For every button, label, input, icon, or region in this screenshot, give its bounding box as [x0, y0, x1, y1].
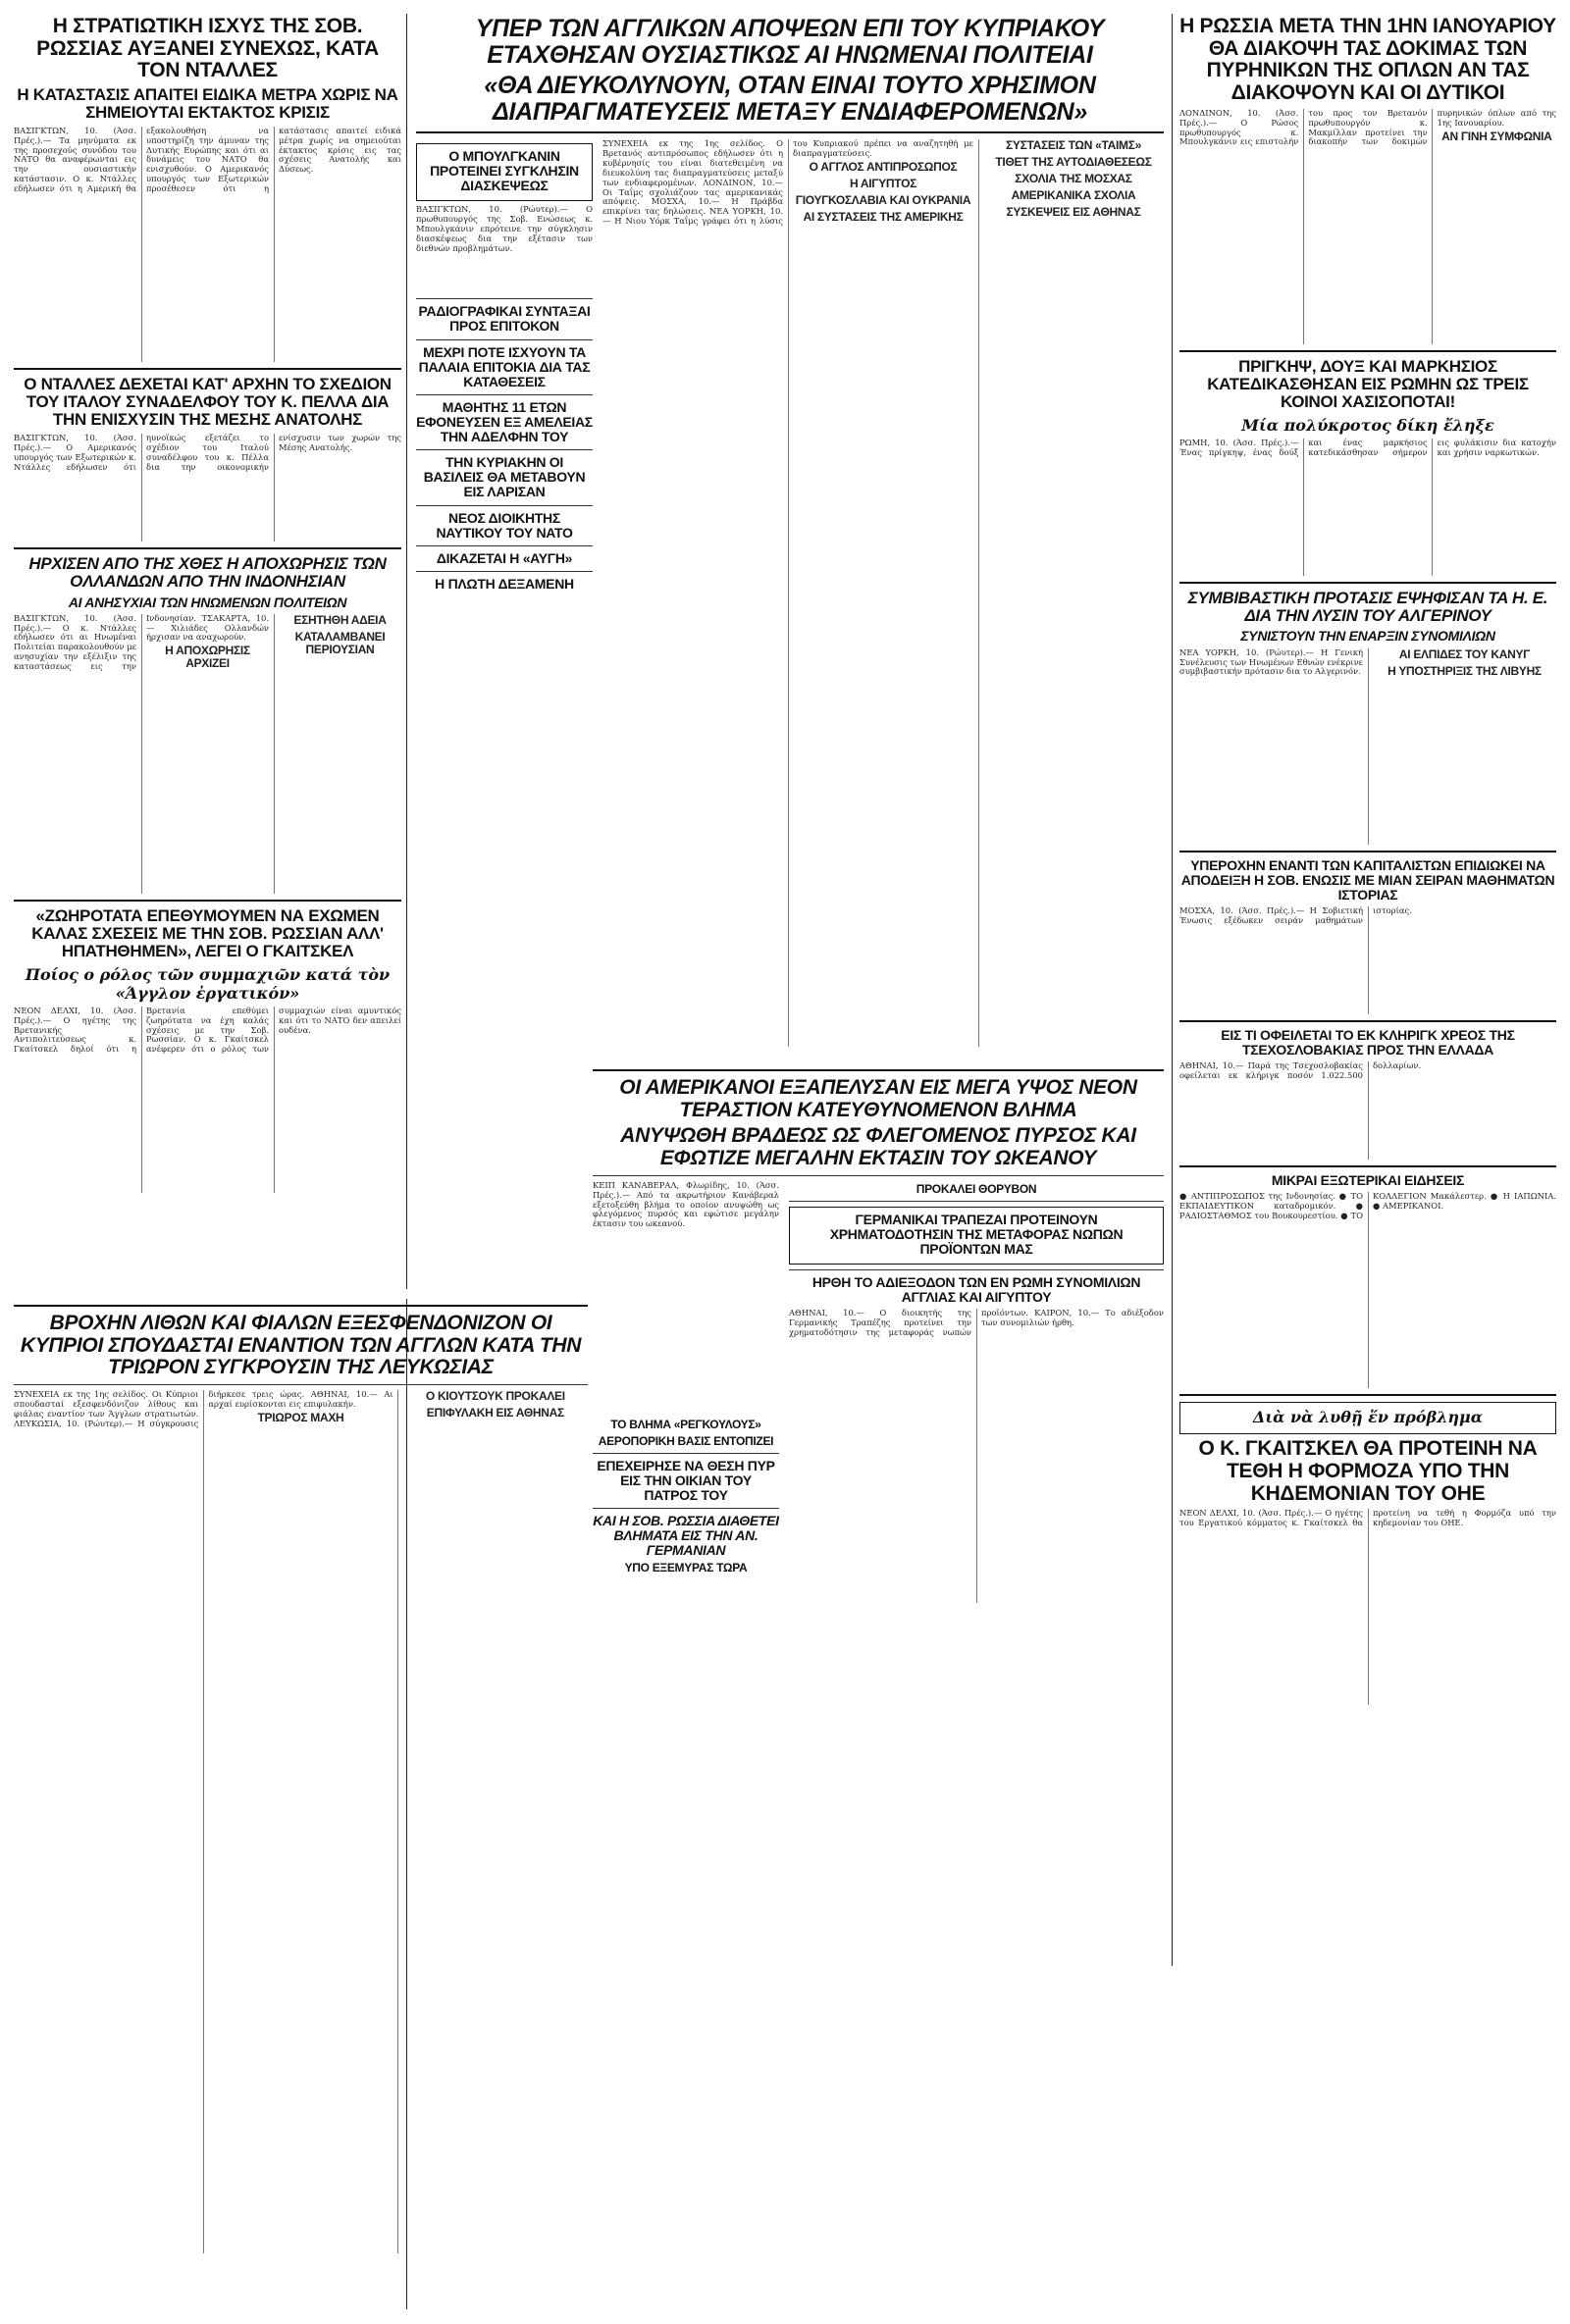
headline-interest-rates: ΜΕΧΡΙ ΠΟΤΕ ΙΣΧΥΟΥΝ ΤΑ ΠΑΛΑΙΑ ΕΠΙΤΟΚΙΑ ΔΙΑ ΤΑΣ ΚΑΤΑΘΕΣΕΙΣ [418, 343, 591, 389]
article-nuclear-tests [1179, 109, 1556, 344]
article-text: ΒΑΣΙΓΚΤΩΝ, 10. (Άσσ. Πρές.).— Ο Αμερικανός υπουργός των Εξωτερικών κ. Ντάλλες εδήλωσεν ότι ηυνοϊκώς εξετάζει το σχέδιον του Ιταλού συναδέλφου του κ. Πέλλα δια την οικονομικήν ενίσχυσιν των χωρών της Μέσης Ανατολής. [14, 433, 401, 472]
article-text: ΝΕΟΝ ΔΕΛΧΙ, 10. (Άσσ. Πρές.).— Ο ηγέτης της Βρετανικής Αντιπολιτεύσεως κ. Γκαίτσκελ δηλοί ότι η Βρετανία επεθύμει ζωηρότατα να έχη καλάς σχέσεις με την Σοβ. Ρωσσίαν. Ο κ. Γκαίτσκελ ανέφερεν ότι ο ρόλος των συμμαχιών είναι αμυντικός και ότι το ΝΑΤΟ δεν απειλεί ουδένα. [14, 1006, 401, 1055]
divider [416, 505, 593, 506]
kicker: ΓΙΟΥΓΚΟΣΛΑΒΙΑ ΚΑΙ ΟΥΚΡΑΝΙΑ [795, 192, 971, 207]
headline-radiology: ΡΑΔΙΟΓΡΑΦΙΚΑΙ ΣΥΝΤΑΞΑΙ ΠΡΟΣ ΕΠΙΤΟΚΟΝ [418, 303, 591, 335]
headline-german-banks: ΓΕΡΜΑΝΙΚΑΙ ΤΡΑΠΕΖΑΙ ΠΡΟΤΕΙΝΟΥΝ ΧΡΗΜΑΤΟΔΟΤΗΣΙΝ ΤΗΣ ΜΕΤΑΦΟΡΑΣ ΝΩΠΩΝ ΠΡΟΪΟΝΤΩΝ ΜΑΣ [829, 1211, 1124, 1257]
divider [1179, 350, 1556, 352]
divider [416, 339, 593, 340]
article-german-banks [789, 1309, 1164, 1603]
article-text: ΑΘΗΝΑΙ, 10.— Ο διοικητής της Γερμανικής Τραπέζης προτείνει την χρηματοδότησιν της μεταφοράς νωπών προϊόντων. ΚΑΪΡΟΝ, 10.— Το αδιέξοδον των συνομιλιών ήρθη. [789, 1309, 1164, 1337]
headline-gaitskell-relations: «ΖΩΗΡΟΤΑΤΑ ΕΠΕΘΥΜΟΥΜΕΝ ΝΑ ΕΧΩΜΕΝ ΚΑΛΑΣ ΣΧΕΣΕΙΣ ΜΕ ΤΗΝ ΣΟΒ. ΡΩΣΣΙΑΝ ΑΛΛ' ΗΠΑΤΗΘΗΜΕΝ», ΛΕΓΕΙ Ο ΓΚΑΙΤΣΚΕΛ [31, 905, 384, 961]
divider [416, 131, 1164, 133]
kicker: Η ΑΠΟΧΩΡΗΣΙΣ ΑΡΧΙΖΕΙ [165, 644, 250, 671]
headline-dutch-indonesia: ΗΡΧΙΣΕΝ ΑΠΟ ΤΗΣ ΧΘΕΣ Η ΑΠΟΧΩΡΗΣΙΣ ΤΩΝ ΟΛΛΑΝΔΩΝ ΑΠΟ ΤΗΝ ΙΝΔΟΝΗΣΙΑΝ [28, 553, 387, 592]
article-algeria [1179, 648, 1556, 845]
headline-floating-dock: Η ΠΛΩΤΗ ΔΕΞΑΜΕΝΗ [435, 575, 574, 592]
headline-nato-navy: ΝΕΟΣ ΔΙΟΙΚΗΤΗΣ ΝΑΥΤΙΚΟΥ ΤΟΥ ΝΑΤΟ [436, 509, 573, 541]
headline-kings-larisa: ΤΗΝ ΚΥΡΙΑΚΗΝ ΟΙ ΒΑΣΙΛΕΙΣ ΘΑ ΜΕΤΑΒΟΥΝ ΕΙΣ ΛΑΡΙΣΑΝ [423, 454, 586, 500]
subheadline-missile-torch: ΑΝΥΨΩΘΗ ΒΡΑΔΕΩΣ ΩΣ ΦΛΕΓΟΜΕΝΟΣ ΠΥΡΣΟΣ ΚΑΙ ΕΦΩΤΙΖΕ ΜΕΓΑΛΗΝ ΕΚΤΑΣΙΝ ΤΟΥ ΩΚΕΑΝΟΥ [620, 1124, 1136, 1170]
kicker: ΤΡΙΩΡΟΣ ΜΑΧΗ [257, 1410, 344, 1424]
divider [1179, 1394, 1556, 1396]
article-text: ● ΑΝΤΙΠΡΟΣΩΠΟΣ της Ινδονησίας. ● ΤΟ ΕΚΠΑΙΔΕΥΤΙΚΟΝ καταδρομικόν. ● ΡΑΔΙΟΣΤΑΘΜΟΣ του Βουκουρεστίου. ● ΤΟ ΚΟΛΛΕΓΙΟΝ Μακάλεστερ. ● Η ΙΑΠΩΝΙΑ. ● ΑΜΕΡΙΚΑΝΟΙ. [1179, 1192, 1556, 1221]
kicker: Ο ΚΙΟΥΤΣΟΥΚ ΠΡΟΚΑΛΕΙ [425, 1390, 565, 1404]
headline-foreign-briefs: ΜΙΚΡΑΙ ΕΞΩΤΕΡΙΚΑΙ ΕΙΔΗΣΕΙΣ [1271, 1172, 1465, 1189]
missile-section [593, 1063, 1164, 2309]
headline-czech-debt: ΕΙΣ ΤΙ ΟΦΕΙΛΕΤΑΙ ΤΟ ΕΚ ΚΛΗΡΙΓΚ ΧΡΕΟΣ ΤΗΣ ΤΣΕΧΟΣΛΟΒΑΚΙΑΣ ΠΡΟΣ ΤΗΝ ΕΛΛΑΔΑ [1221, 1026, 1515, 1059]
headline-soviet-history: ΥΠΕΡΟΧΗΝ ΕΝΑΝΤΙ ΤΩΝ ΚΑΠΙΤΑΛΙΣΤΩΝ ΕΠΙΔΙΩΚΕΙ ΝΑ ΑΠΟΔΕΙΞΗ Η ΣΟΒ. ΕΝΩΣΙΣ ΜΕ ΜΙΑΝ ΣΕΙΡΑΝ ΜΑΘΗΜΑΤΩΝ ΙΣΤΟΡΙΑΣ [1180, 856, 1555, 903]
kicker: ΤΙΘΕΤ ΤΗΣ ΑΥΤΟΔΙΑΘΕΣΕΩΣ [995, 154, 1152, 169]
divider [593, 1069, 1164, 1071]
divider [789, 1269, 1164, 1270]
missile-body [593, 1181, 1164, 1604]
divider [416, 571, 593, 572]
subheadline-formosa: Διὰ νὰ λυθῇ ἕν πρόβλημα [1252, 1408, 1484, 1427]
subheadline-soviet-military: Η ΚΑΤΑΣΤΑΣΙΣ ΑΠΑΙΤΕΙ ΕΙΔΙΚΑ ΜΕΤΡΑ ΧΩΡΙΣ ΝΑ ΣΗΜΕΙΟΥΤΑΙ ΕΚΤΑΚΤΟΣ ΚΡΙΣΙΣ [17, 85, 398, 123]
missile-left [593, 1181, 779, 1604]
subheadline-us-concern: ΑΙ ΑΝΗΣΥΧΙΑΙ ΤΩΝ ΗΝΩΜΕΝΩΝ ΠΟΛΙΤΕΙΩΝ [68, 594, 347, 610]
kicker: ΣΧΟΛΙΑ ΤΗΣ ΜΟΣΧΑΣ [1015, 171, 1132, 185]
article-text: ΡΩΜΗ, 10. (Άσσ. Πρές.).— Ένας πρίγκηψ, ένας δούξ και ένας μαρκήσιος κατεδικάσθησαν σήμερον εις φυλάκισιν δια κατοχήν και χρήσιν ναρκωτικών. [1179, 438, 1556, 457]
divider [14, 368, 401, 370]
divider [1179, 1165, 1556, 1167]
kicker: ΑΙ ΕΛΠΙΔΕΣ ΤΟΥ ΚΑΝΥΓ [1398, 647, 1531, 661]
headline-dulles-pella: Ο ΝΤΑΛΛΕΣ ΔΕΧΕΤΑΙ ΚΑΤ' ΑΡΧΗΝ ΤΟ ΣΧΕΔΙΟΝ ΤΟΥ ΙΤΑΛΟΥ ΣΥΝΑΔΕΛΦΟΥ ΤΟΥ Κ. ΠΕΛΛΑ ΔΙΑ ΤΗΝ ΕΝΙΣΧΥΣΙΝ ΤΗΣ ΜΕΣΗΣ ΑΝΑΤΟΛΗΣ [24, 374, 392, 430]
headline-rome-nobles: ΠΡΙΓΚΗΨ, ΔΟΥΞ ΚΑΙ ΜΑΡΚΗΣΙΟΣ ΚΑΤΕΔΙΚΑΣΘΗΣΑΝ ΕΙΣ ΡΩΜΗΝ ΩΣ ΤΡΕΙΣ ΚΟΙΝΟΙ ΧΑΣΙΣΟΠΟΤΑΙ! [1207, 356, 1529, 412]
kicker: Η ΑΙΓΥΠΤΟΣ [849, 176, 917, 190]
headline-soviet-military: Η ΣΤΡΑΤΙΩΤΙΚΗ ΙΣΧΥΣ ΤΗΣ ΣΟΒ. ΡΩΣΣΙΑΣ ΑΥΞΑΝΕΙ ΣΥΝΕΧΩΣ, ΚΑΤΑ ΤΟΝ ΝΤΑΛΛΕΣ [36, 15, 379, 82]
article-text: ΣΥΝΕΧΕΙΑ εκ της 1ης σελίδος. Ο Βρετανός αντιπρόσωπος εδήλωσεν ότι η κυβέρνησίς του είναι διατεθειμένη να διευκολύνη τας διαπραγματεύσεις μεταξύ των ενδιαφερομένων. ΛΟΝΔΙΝΟΝ, 10.— Οι Ταΐμς σχολιάζουν τας αμερικανικάς απόψεις. ΜΟΣΧΑ, 10.— Η Πράβδα επικρίνει τας δηλώσεις. ΝΕΑ ΥΟΡΚΗ, 10.— Η Νιου Υόρκ Ταΐμς γράφει ότι η λύσις του Κυπριακού πρέπει να αναζητηθή με διαπραγματεύσεις. [602, 139, 973, 227]
headline-formosa: Ο Κ. ΓΚΑΙΤΣΚΕΛ ΘΑ ΠΡΟΤΕΙΝΗ ΝΑ ΤΕΘΗ Η ΦΟΡΜΟΖΑ ΥΠΟ ΤΗΝ ΚΗΔΕΜΟΝΙΑΝ ΤΟΥ ΟΗΕ [1198, 1437, 1538, 1505]
article-missile [593, 1181, 779, 1417]
article-text: ΝΕΟΝ ΔΕΛΧΙ, 10. (Άσσ. Πρές.).— Ο ηγέτης του Εργατικού κόμματος κ. Γκαίτσκελ θα προτείνη να τεθή η Φορμόζα υπό την κηδεμονίαν του ΟΗΕ. [1179, 1509, 1556, 1528]
subheadline-gaitskell: Ποίος ο ρόλος τῶν συμμαχιῶν κατά τὸν «Άγγλον ἐργατικόν» [25, 964, 391, 1003]
kicker: ΑΙ ΣΥΣΤΑΣΕΙΣ ΤΗΣ ΑΜΕΡΙΚΗΣ [803, 209, 964, 224]
center-left-sidebar [416, 139, 593, 1052]
article-dutch-indonesia [14, 614, 401, 894]
center-column [416, 14, 1164, 1054]
article-czech-debt [1179, 1061, 1556, 1160]
headline-bulganin: Ο ΜΠΟΥΛΓΚΑΝΙΝ ΠΡΟΤΕΙΝΕΙ ΣΥΓΚΛΗΣΙΝ ΔΙΑΣΚΕΨΕΩΣ [430, 148, 579, 194]
divider [593, 1175, 1164, 1176]
missile-right [789, 1181, 1164, 1604]
column-rule [1172, 14, 1173, 1966]
article-text: ΝΕΑ ΥΟΡΚΗ, 10. (Ρώυτερ).— Η Γενική Συνέλευσις των Ηνωμένων Εθνών ενέκρινε συμβιβαστικήν πρότασιν δια το Αλγερινόν. [1179, 647, 1363, 677]
kicker: ΠΡΟΚΑΛΕΙ ΘΟΡΥΒΟΝ [916, 1181, 1037, 1196]
divider [1179, 582, 1556, 584]
kicker: Ο ΑΓΓΛΟΣ ΑΝΤΙΠΡΟΣΩΠΟΣ [809, 159, 958, 174]
article-nicosia-clash [14, 1390, 588, 2253]
article-dulles-pella [14, 434, 401, 542]
article-text: ΒΑΣΙΓΚΤΩΝ, 10. (Άσσ. Πρές.).— Τα μηνύματα εκ της προσεχούς συνόδου του ΝΑΤΟ θα αναφέρωνται εις την ουσιαστικήν κατάστασιν. Ο κ. Ντάλλες εδήλωσεν ότι η Αμερική θα εξακολουθήση να υποστηρίζη την άμυναν της Δυτικής Ευρώπης και ότι αι δυνάμεις του ΝΑΤΟ θα ενισχυθούν. Ο Αμερικανός υπουργός των Εξωτερικών προσέθεσεν ότι η κατάστασις απαιτεί ειδικά μέτρα χωρίς να σημειούται έκτακτος κρίσις εις τας σχέσεις Ανατολής και Δύσεως. [14, 126, 401, 194]
headline-algeria: ΣΥΜΒΙΒΑΣΤΙΚΗ ΠΡΟΤΑΣΙΣ ΕΨΗΦΙΣΑΝ ΤΑ Η. Ε. ΔΙΑ ΤΗΝ ΛΥΣΙΝ ΤΟΥ ΑΛΓΕΡΙΝΟΥ [1187, 588, 1548, 626]
subheadline-cyprus-negotiations: «ΘΑ ΔΙΕΥΚΟΛΥΝΟΥΝ, ΟΤΑΝ ΕΙΝΑΙ ΤΟΥΤΟ ΧΡΗΣΙΜΟΝ ΔΙΑΠΡΑΓΜΑΤΕΥΣΕΙΣ ΜΕΤΑΞΥ ΕΝΔΙΑΦΕΡΟΜΕΝΩΝ» [484, 72, 1096, 126]
headline-student: ΜΑΘΗΤΗΣ 11 ΕΤΩΝ ΕΦΟΝΕΥΣΕΝ ΕΞ ΑΜΕΛΕΙΑΣ ΤΗΝ ΑΔΕΛΦΗΝ ΤΟΥ [416, 398, 593, 445]
divider [416, 394, 593, 395]
left-column [14, 14, 401, 1289]
divider [14, 1305, 588, 1307]
article-text: ΚΕΙΠ ΚΑΝΑΒΕΡΑΛ, Φλωρίδης, 10. (Άσσ. Πρές.).— Από τα ακρωτήριον Κανάβεραλ εξετοξεύθη βλήμα το οποίον ανυψώθη ως φλεγόμενος πυρσός και εφώτισε μεγάλην έκτασιν του ωκεανού. [593, 1180, 779, 1229]
box-bulganin [416, 143, 593, 201]
article-rome-nobles [1179, 439, 1556, 576]
article-text: ΛΟΝΔΙΝΟΝ, 10. (Άσσ. Πρές.).— Ο Ρώσος πρωθυπουργός κ. Μπουλγκάνιν εις επιστολήν του προς τον Βρετανόν πρωθυπουργόν κ. Μακμίλλαν προτείνει την διακοπήν των δοκιμών πυρηνικών όπλων από της 1ης Ιανουαρίου. [1179, 108, 1556, 147]
subheadline-rome-trial: Μία πολύκροτος δίκη ἔληξε [1241, 415, 1494, 435]
kicker: Η ΥΠΟΣΤΗΡΙΞΙΣ ΤΗΣ ΛΙΒΥΗΣ [1387, 663, 1542, 678]
right-column [1179, 14, 1556, 2310]
kicker: ΚΑΤΑΛΑΜΒΑΝΕΙ ΠΕΡΙΟΥΣΙΑΝ [294, 629, 386, 656]
divider [14, 547, 401, 549]
box-formosa [1179, 1402, 1556, 1434]
article-formosa [1179, 1509, 1556, 1705]
divider [1179, 1020, 1556, 1022]
newspaper-page [14, 14, 1556, 2310]
divider [14, 900, 401, 902]
headline-cyprus-us: ΥΠΕΡ ΤΩΝ ΑΓΓΛΙΚΩΝ ΑΠΟΨΕΩΝ ΕΠΙ ΤΟΥ ΚΥΠΡΙΑΚΟΥ ΕΤΑΧΘΗΣΑΝ ΟΥΣΙΑΣΤΙΚΩΣ ΑΙ ΗΝΩΜΕΝΑΙ ΠΟΛΙΤΕΙΑΙ [475, 15, 1105, 69]
divider [789, 1201, 1164, 1202]
headline-rome-talks: ΗΡΘΗ ΤΟ ΑΔΙΕΞΟΔΟΝ ΤΩΝ ΕΝ ΡΩΜΗ ΣΥΝΟΜΙΛΙΩΝ ΑΓΓΛΙΑΣ ΚΑΙ ΑΙΓΥΠΤΟΥ [811, 1273, 1141, 1306]
kicker: ΕΠΙΦΥΛΑΚΗ ΕΙΣ ΑΘΗΝΑΣ [426, 1405, 564, 1420]
kicker: ΤΟ ΒΛΗΜΑ «ΡΕΓΚΟΥΛΟΥΣ» [610, 1417, 761, 1431]
headline-us-missile: ΟΙ ΑΜΕΡΙΚΑΝΟΙ ΕΞΑΠΕΛΥΣΑΝ ΕΙΣ ΜΕΓΑ ΥΨΟΣ ΝΕΟΝ ΤΕΡΑΣΤΙΟΝ ΚΑΤΕΥΘΥΝΟΜΕΝΟΝ ΒΛΗΜΑ [619, 1076, 1137, 1121]
kicker: ΣΥΣΚΕΨΕΙΣ ΕΙΣ ΑΘΗΝΑΣ [1006, 204, 1141, 219]
kicker: ΣΥΣΤΑΣΕΙΣ ΤΩΝ «ΤΑΙΜΣ» [1005, 139, 1141, 152]
kicker: ΑΜΕΡΙΚΑΝΙΚΑ ΣΧΟΛΙΑ [1011, 187, 1136, 202]
divider [1179, 851, 1556, 852]
column-rule [406, 14, 407, 1289]
article-bulganin [416, 205, 593, 293]
headline-nicosia-clash: ΒΡΟΧΗΝ ΛΙΘΩΝ ΚΑΙ ΦΙΑΛΩΝ ΕΞΕΣΦΕΝΔΟΝΙΖΟΝ ΟΙ ΚΥΠΡΙΟΙ ΣΠΟΥΔΑΣΤΑΙ ΕΝΑΝΤΙΟΝ ΤΩΝ ΑΓΓΛΩΝ ΚΑΤΑ ΤΗΝ ΤΡΙΩΡΟΝ ΣΥΓΚΡΟΥΣΙΝ ΤΗΣ ΛΕΥΚΩΣΙΑΣ [20, 1312, 582, 1379]
article-gaitskell [14, 1007, 401, 1193]
center-body [416, 139, 1164, 1052]
kicker: ΥΠΟ ΕΞΕΜΥΡΑΣ ΤΩΡΑ [624, 1561, 748, 1575]
article-soviet-military [14, 127, 401, 362]
kicker: ΑΝ ΓΙΝΗ ΣΥΜΦΩΝΙΑ [1441, 129, 1552, 143]
divider [593, 1508, 779, 1509]
divider [416, 545, 593, 546]
bottom-left-section [14, 1299, 588, 2309]
divider [416, 449, 593, 450]
headline-nuclear-tests: Η ΡΩΣΣΙΑ ΜΕΤΑ ΤΗΝ 1ΗΝ ΙΑΝΟΥΑΡΙΟΥ ΘΑ ΔΙΑΚΟΨΗ ΤΑΣ ΔΟΚΙΜΑΣ ΤΩΝ ΠΥΡΗΝΙΚΩΝ ΤΗΣ ΟΠΛΩΝ ΑΝ ΤΑΣ ΔΙΑΚΟΨΟΥΝ ΚΑΙ ΟΙ ΔΥΤΙΚΟΙ [1179, 15, 1556, 105]
article-cyprus-continued [602, 139, 1164, 1047]
article-soviet-history [1179, 906, 1556, 1014]
divider [14, 1384, 588, 1385]
kicker: ΕΣΗΤΗΘΗ ΑΔΕΙΑ [293, 613, 387, 627]
subheadline-algeria-talks: ΣΥΝΙΣΤΟΥΝ ΤΗΝ ΕΝΑΡΞΙΝ ΣΥΝΟΜΙΛΙΩΝ [1240, 628, 1495, 645]
kicker: ΑΕΡΟΠΟΡΙΚΗ ΒΑΣΙΣ ΕΝΤΟΠΙΖΕΙ [598, 1433, 774, 1448]
article-text: ΜΟΣΧΑ, 10. (Άσσ. Πρές.).— Η Σοβιετική Ένωσις εξέδωκεν σειράν μαθημάτων ιστορίας. [1179, 905, 1412, 925]
divider [416, 298, 593, 299]
article-text: ΒΑΣΙΓΚΤΩΝ, 10. (Ρώυτερ).— Ο πρωθυπουργός της Σοβ. Ενώσεως κ. Μπουλγκάνιν επρότεινε την σύγκλησιν διασκέψεως δια την εξέτασιν των διεθνών προβλημάτων. [416, 205, 593, 253]
divider [593, 1453, 779, 1454]
headline-ussr-missiles: ΚΑΙ Η ΣΟΒ. ΡΩΣΣΙΑ ΔΙΑΘΕΤΕΙ ΒΛΗΜΑΤΑ ΕΙΣ ΤΗΝ ΑΝ. ΓΕΡΜΑΝΙΑΝ [593, 1512, 779, 1559]
box-german-banks [789, 1207, 1164, 1265]
headline-arson: ΕΠΕΧΕΙΡΗΣΕ ΝΑ ΘΕΣΗ ΠΥΡ ΕΙΣ ΤΗΝ ΟΙΚΙΑΝ ΤΟΥ ΠΑΤΡΟΣ ΤΟΥ [597, 1457, 775, 1503]
article-foreign-briefs [1179, 1192, 1556, 1388]
article-text: ΑΘΗΝΑΙ, 10.— Παρά της Τσεχοσλοβακίας οφείλεται εκ κλήριγκ ποσόν 1.022.500 δολλαρίων. [1179, 1061, 1422, 1081]
headline-avgi-trial: ΔΙΚΑΖΕΤΑΙ Η «ΑΥΓΗ» [436, 549, 573, 566]
article-text: ΒΑΣΙΓΚΤΩΝ, 10. (Άσσ. Πρές.).— Ο κ. Ντάλλες εδήλωσεν ότι αι Ηνωμέναι Πολιτείαι παρακολουθούν με ανησυχίαν την εξέλιξιν της καταστάσεως εις την Ινδονησίαν. ΤΣΑΚΑΡΤΑ, 10.— Χιλιάδες Ολλανδών ήρχισαν να αναχωρούν. [14, 613, 269, 672]
article-text: ΣΥΝΕΧΕΙΑ εκ της 1ης σελίδος. Οι Κύπριοι σπουδασταί εξεσφενδόνιζον λίθους και φιάλας εναντίον των Άγγλων στρατιωτών. ΛΕΥΚΩΣΙΑ, 10. (Ρώυτερ).— Η σύγκρουσις διήρκεσε τρεις ώρας. ΑΘΗΝΑΙ, 10.— Αι αρχαί ευρίσκονται εις επιφυλακήν. [14, 1390, 393, 1428]
center-main-article [602, 139, 1164, 1052]
